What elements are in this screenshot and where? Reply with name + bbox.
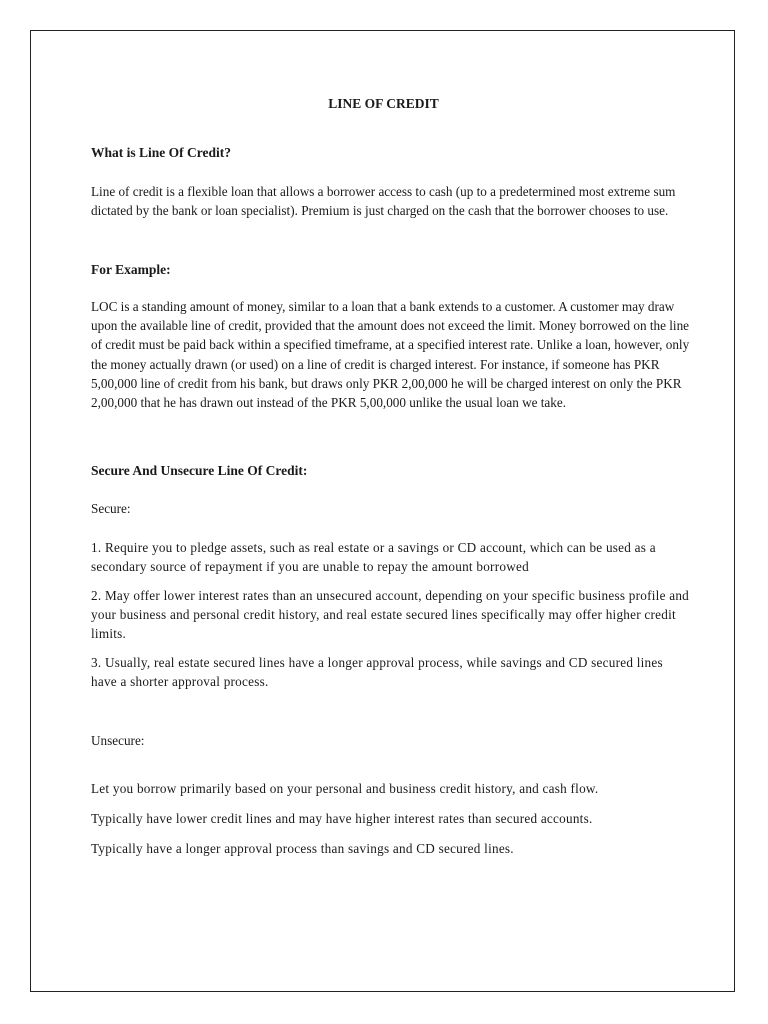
document-page	[30, 30, 735, 992]
heading-what-is-loc: What is Line Of Credit?	[91, 145, 232, 160]
document-title: LINE OF CREDIT	[328, 96, 439, 111]
secure-label: Secure:	[91, 501, 131, 516]
unsecure-point-2: Typically have lower credit lines and may have higher interest rates than secured accounts.	[91, 811, 593, 826]
heading-for-example: For Example:	[91, 262, 171, 277]
secure-point-1: 1. Require you to pledge assets, such as real estate or a savings or CD account, which can be used as a secondary source of repayment if you are unable to repay the amount borrowed	[91, 540, 656, 575]
secure-point-2: 2. May offer lower interest rates than an unsecured account, depending on your specific business profile and your business and personal credit history, and real estate secured lines specifically may offer higher credit limits.	[91, 588, 690, 642]
heading-secure-unsecure: Secure And Unsecure Line Of Credit:	[91, 463, 308, 478]
unsecure-point-1: Let you borrow primarily based on your personal and business credit history, and cash flow.	[91, 781, 599, 796]
paragraph-definition: Line of credit is a flexible loan that allows a borrower access to cash (up to a predetermined most extreme sum dictated by the bank or loan specialist). Premium is just charged on the cash that the borrower chooses to use.	[91, 184, 676, 219]
unsecure-label: Unsecure:	[91, 733, 145, 748]
paragraph-example: LOC is a standing amount of money, similar to a loan that a bank extends to a customer. A customer may draw upon the available line of credit, provided that the amount does not exceed the limit. Money borrowed on the line of credit must be paid back within a specified timeframe, at a specified interest rate. Unlike a loan, however, only the money actually drawn (or used) on a line of credit is charged interest. For instance, if someone has PKR 5,00,000 line of credit from his bank, but draws only PKR 2,00,000 he will be charged interest on only the PKR 2,00,000 that he has drawn out instead of the PKR 5,00,000 unlike the usual loan we take.	[91, 299, 690, 411]
unsecure-point-3: Typically have a longer approval process than savings and CD secured lines.	[91, 841, 514, 856]
secure-point-3: 3. Usually, real estate secured lines have a longer approval process, while savings and CD secured lines have a shorter approval process.	[91, 655, 663, 690]
